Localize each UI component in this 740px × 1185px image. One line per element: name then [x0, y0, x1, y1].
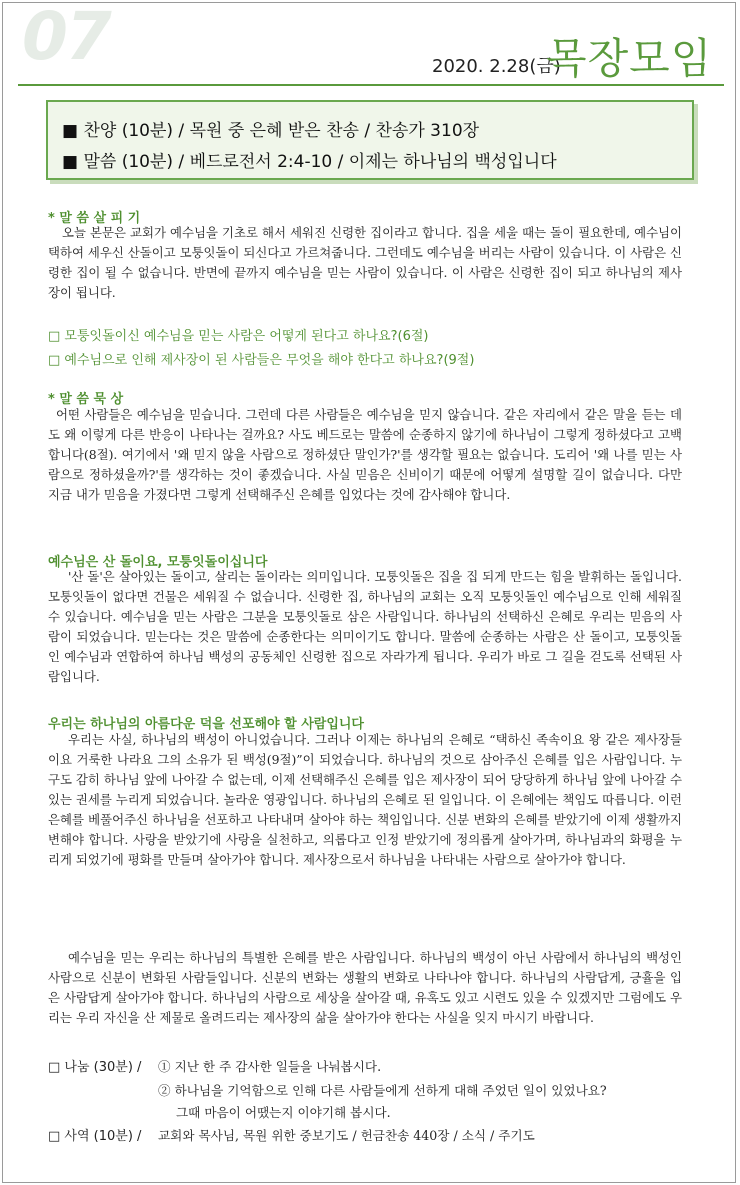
question-2: □ 예수님으로 인해 제사장이 된 사람들은 무엇을 해야 한다고 하나요?(9절)	[48, 353, 475, 368]
sharing-item-1: ① 지난 한 주 감사한 일들을 나눠봅시다.	[158, 1059, 382, 1074]
meditate-paragraph: 어떤 사람들은 예수님을 믿습니다. 그런데 다른 사람들은 예수님을 믿지 않습니다. 같은 자리에서 같은 말을 듣는 데도 왜 이렇게 다른 반응이 나타나는 걸까요? 사도 베드로는 말씀에 순종하지 않기에 하나님이 그렇게 정하셨다고 고백합니다(8절). 여기에서 '왜 믿지 않을 사람으로 정하셨단 말인가?'를 생각할 필요는 없습니다. 도리어 '왜 나를 믿는 사람으로 정하셨을까?'를 생각하는 것이 좋겠습니다. 사실 믿음은 신비이기 때문에 어떻게 설명할 길이 없습니다. 다만 지금 내가 믿음을 가졌다면 그렇게 선택해주신 은혜를 입었다는 것에 감사해야 합니다.	[48, 407, 682, 502]
closing-paragraph: 예수님을 믿는 우리는 하나님의 특별한 은혜를 받은 사람입니다. 하나님의 백성이 아닌 사람에서 하나님의 백성인 사람으로 신분이 변화된 사람들입니다. 신분의 변화는 생활의 변화로 나타나야 합니다. 하나님의 사람답게, 긍휼을 입은 사람답게 살아가야 합니다. 하나님의 사람으로 세상을 살아갈 때, 유혹도 있고 시련도 있을 수 있겠지만 그럼에도 우리는 우리 자신을 산 제물로 올려드리는 제사장의 삶을 살아가야 한다는 사실을 잊지 마시기 바랍니다.	[48, 950, 682, 1025]
observe-paragraph: 오늘 본문은 교회가 예수님을 기초로 해서 세워진 신령한 집이라고 합니다. 집을 세울 때는 돌이 필요한데, 예수님이 택하여 세우신 산돌이고 모퉁잇돌이 되신다고 가르쳐줍니다. 그런데도 예수님을 버리는 사람이 있습니다. 이 사람은 신령한 집이 될 수 없습니다. 반면에 끝까지 예수님을 믿는 사람이 있습니다. 이 사람은 신령한 집이 되고 하나님의 제사장이 됩니다.	[48, 225, 682, 300]
scripture-line: ■ 말씀 (10분) / 베드로전서 2:4-10 / 이제는 하나님의 백성입니다	[62, 152, 557, 172]
header-divider	[18, 84, 724, 86]
sharing-item-2: ② 하나님을 기억함으로 인해 다른 사람들에게 선하게 대해 주었던 일이 있었나요?	[158, 1083, 607, 1098]
living-stone-paragraph: '산 돌'은 살아있는 돌이고, 살리는 돌이라는 의미입니다. 모퉁잇돌은 집을 집 되게 만드는 힘을 발휘하는 돌입니다. 모퉁잇돌이 없다면 건물은 세워질 수 없습니다. 신령한 집, 하나님의 교회는 오직 모퉁잇돌인 예수님으로 인해 세워질 수 있습니다. 예수님을 믿는 사람은 그분을 모퉁잇돌로 삼은 사람입니다. 하나님의 선택하신 은혜로 우리는 믿음의 사람이 되었습니다. 믿는다는 것은 말씀에 순종한다는 의미이기도 합니다. 말씀에 순종하는 사람은 산 돌이고, 모퉁잇돌인 예수님과 연합하여 하나님 백성의 공동체인 신령한 집으로 자라가게 됩니다. 우리가 바로 그 길을 걷도록 선택된 사람입니다.	[48, 569, 682, 684]
question-1: □ 모퉁잇돌이신 예수님을 믿는 사람은 어떻게 된다고 하나요?(6절)	[48, 329, 429, 344]
proclaim-paragraph: 우리는 사실, 하나님의 백성이 아니었습니다. 그러나 이제는 하나님의 은혜로 “택하신 족속이요 왕 같은 제사장들이요 거룩한 나라요 그의 소유가 된 백성(9절)”이 되었습니다. 하나님의 것으로 삼아주신 은혜를 입은 사람입니다. 누구도 감히 하나님 앞에 나아갈 수 없는데, 이제 선택해주신 은혜를 입은 제사장이 되어 당당하게 하나님 앞에 나아갈 수 있는 권세를 누리게 되었습니다. 놀라운 영광입니다. 하나님의 은혜로 된 일입니다. 이 은혜에는 책임도 따릅니다. 이런 은혜를 베풀어주신 하나님을 선포하고 나타내며 살아야 하는 책임입니다. 신분 변화의 은혜를 받았기에 이제 생활까지 변해야 합니다. 사랑을 받았기에 사랑을 실천하고, 의롭다고 인정 받았기에 정의롭게 살아가며, 하나님과의 화평을 누리게 되었기에 평화를 만들며 살아가야 합니다. 제사장으로서 하나님을 나타내는 사람으로 살아가야 합니다.	[48, 732, 682, 867]
section-heading-meditate: * 말 씀 묵 상	[48, 392, 124, 407]
sharing-label: □ 나눔 (30분) /	[48, 1060, 142, 1075]
sharing-item-2-cont: 그때 마음이 어땠는지 이야기해 봅시다.	[176, 1105, 391, 1120]
meeting-date: 2020. 2.28(금)	[432, 56, 561, 77]
page-title: 목장모임	[546, 34, 713, 83]
ministry-text: 교회와 목사님, 목원 위한 중보기도 / 헌금찬송 440장 / 소식 / 주기도	[158, 1128, 535, 1143]
section-heading-observe: * 말 씀 살 피 기	[48, 211, 141, 226]
ministry-label: □ 사역 (10분) /	[48, 1129, 142, 1144]
section-heading-living-stone: 예수님은 산 돌이요, 모퉁잇돌이십니다	[48, 555, 268, 570]
page-number: 07	[22, 0, 110, 75]
worship-line: ■ 찬양 (10분) / 목원 중 은혜 받은 찬송 / 찬송가 310장	[62, 121, 480, 141]
summary-box	[46, 100, 694, 180]
section-heading-proclaim: 우리는 하나님의 아름다운 덕을 선포해야 할 사람입니다	[48, 717, 364, 732]
